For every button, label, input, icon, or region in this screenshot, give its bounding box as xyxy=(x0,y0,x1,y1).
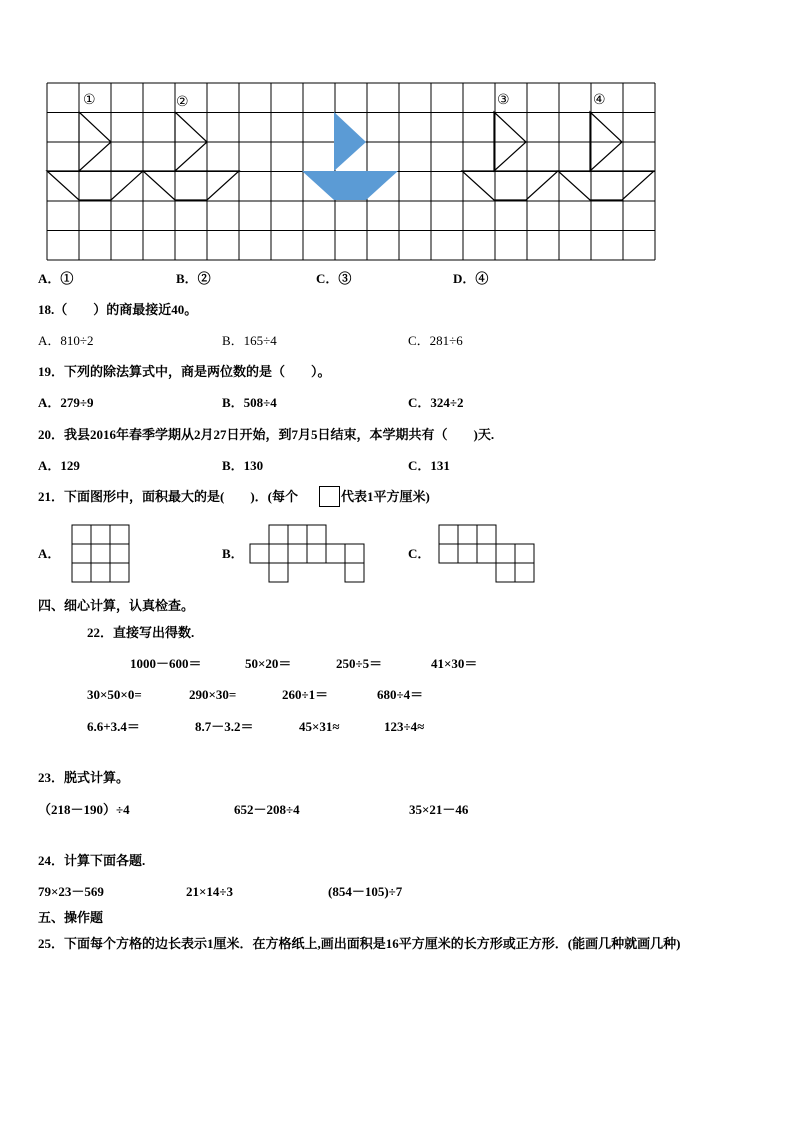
unit-cell xyxy=(91,563,110,582)
unit-cell xyxy=(307,544,326,563)
boat-shaded xyxy=(302,112,398,200)
unit-cell xyxy=(477,525,496,544)
q20-option-b: B．130 xyxy=(222,458,264,473)
boat-label-2: ② xyxy=(176,94,189,110)
unit-square-icon xyxy=(319,486,340,507)
q24-item: 21×14÷3 xyxy=(186,884,234,899)
unit-cell xyxy=(288,544,307,563)
unit-cell xyxy=(72,563,91,582)
q22-item: 6.6+3.4＝ xyxy=(87,719,140,734)
unit-cell xyxy=(439,525,458,544)
q21-option-b: B． xyxy=(222,546,244,561)
q22-item: 1000－600＝ xyxy=(130,656,202,671)
q21-option-a: A． xyxy=(38,546,61,561)
q17-option-b: B．② xyxy=(176,271,211,286)
unit-cell xyxy=(269,525,288,544)
q21-stem-b: 代表1平方厘米) xyxy=(341,489,430,504)
q19-option-b: B．508÷4 xyxy=(222,395,277,410)
q22-item: 123÷4≈ xyxy=(384,719,425,734)
q24-item: 79×23－569 xyxy=(38,884,104,899)
unit-cell xyxy=(72,525,91,544)
q23-item: 35×21－46 xyxy=(409,802,469,817)
section-4-heading: 四、细心计算，认真检查。 xyxy=(38,598,195,613)
q23-item: 652－208÷4 xyxy=(234,802,300,817)
q17-option-a: A．① xyxy=(38,271,74,286)
unit-cell xyxy=(110,563,129,582)
unit-cell xyxy=(91,525,110,544)
boat-3 xyxy=(462,112,558,200)
shape-c xyxy=(439,525,534,582)
unit-cell xyxy=(72,544,91,563)
q22-item: 290×30= xyxy=(189,687,237,702)
shape-b xyxy=(250,525,364,582)
boat-grid-figure xyxy=(0,0,794,270)
unit-cell xyxy=(250,544,269,563)
unit-cell xyxy=(496,544,515,563)
unit-cell xyxy=(91,544,110,563)
q21-shape-figures xyxy=(0,515,794,595)
q22-item: 30×50×0= xyxy=(87,687,142,702)
unit-cell xyxy=(515,563,534,582)
q17-option-c: C．③ xyxy=(316,271,352,286)
q19-option-a: A．279÷9 xyxy=(38,395,94,410)
q25-stem: 25．下面每个方格的边长表示1厘米．在方格纸上,画出面积是16平方厘米的长方形或正方形．(能画几种就画几种) xyxy=(38,936,681,951)
q21-stem-a: 21．下面图形中，面积最大的是( )．(每个 xyxy=(38,489,298,504)
boat-2 xyxy=(143,112,239,200)
unit-cell xyxy=(307,525,326,544)
unit-cell xyxy=(288,525,307,544)
q20-stem: 20．我县2016年春季学期从2月27日开始，到7月5日结束，本学期共有（ )天. xyxy=(38,427,495,442)
q21-option-c: C． xyxy=(408,546,431,561)
q22-item: 260÷1＝ xyxy=(282,687,329,702)
boat-label-4: ④ xyxy=(593,92,606,108)
q20-option-c: C．131 xyxy=(408,458,450,473)
q18-option-c: C．281÷6 xyxy=(408,333,463,348)
q22-item: 680÷4＝ xyxy=(377,687,424,702)
q18-stem: 18.（ ）的商最接近40。 xyxy=(38,302,198,317)
unit-cell xyxy=(458,544,477,563)
unit-cell xyxy=(326,544,345,563)
q23-stem: 23．脱式计算。 xyxy=(38,770,130,785)
boat-1 xyxy=(47,112,143,200)
unit-cell xyxy=(477,544,496,563)
unit-cell xyxy=(269,563,288,582)
unit-cell xyxy=(110,525,129,544)
q22-item: 50×20＝ xyxy=(245,656,292,671)
section-5-heading: 五、操作题 xyxy=(38,910,104,925)
unit-cell xyxy=(269,544,288,563)
boat-label-1: ① xyxy=(83,92,96,108)
q23-item: （218－190）÷4 xyxy=(38,802,130,817)
q22-item: 45×31≈ xyxy=(299,719,340,734)
unit-cell xyxy=(345,563,364,582)
q19-option-c: C．324÷2 xyxy=(408,395,464,410)
q20-option-a: A．129 xyxy=(38,458,80,473)
boat-4 xyxy=(558,112,654,200)
shape-a xyxy=(72,525,129,582)
unit-cell xyxy=(439,544,458,563)
q18-option-b: B．165÷4 xyxy=(222,333,277,348)
unit-cell xyxy=(110,544,129,563)
q22-item: 8.7－3.2＝ xyxy=(195,719,254,734)
unit-cell xyxy=(458,525,477,544)
boat-label-3: ③ xyxy=(497,92,510,108)
q22-stem: 22．直接写出得数. xyxy=(87,625,195,640)
q22-item: 41×30＝ xyxy=(431,656,478,671)
q22-item: 250÷5＝ xyxy=(336,656,383,671)
q24-stem: 24．计算下面各题. xyxy=(38,853,146,868)
unit-cell xyxy=(345,544,364,563)
unit-cell xyxy=(496,563,515,582)
q17-option-d: D．④ xyxy=(453,271,489,286)
unit-cell xyxy=(515,544,534,563)
q24-item: (854－105)÷7 xyxy=(328,884,403,899)
q18-option-a: A．810÷2 xyxy=(38,333,94,348)
q19-stem: 19．下列的除法算式中，商是两位数的是（ ）。 xyxy=(38,364,331,379)
